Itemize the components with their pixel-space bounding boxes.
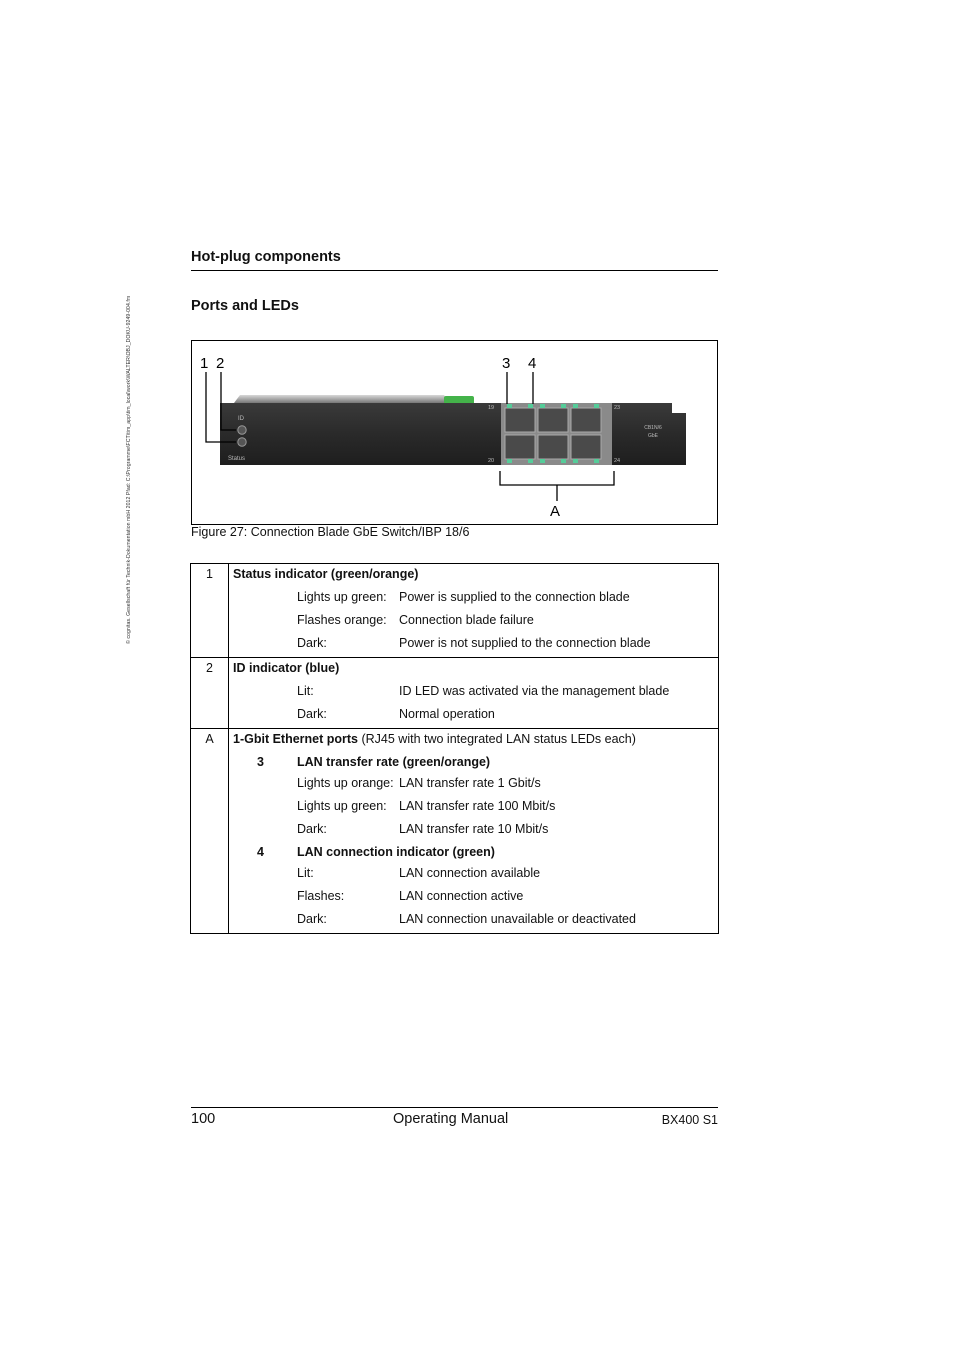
legend-line: Dark: Power is not supplied to the connection blade [297,636,651,650]
legend-num: A [191,729,229,934]
sidebar-text: © cognitas. Gesellschaft für Technik-Dokumentation mbH 2012 Pfad: C:\Programme\FCT\tim_app\tim_local\work\WALTER\OBJ_DOKU-9249-004.fm [126,295,132,644]
legend-table [190,563,719,934]
legend-line: Lights up green: Power is supplied to the connection blade [297,590,630,604]
legend-subtitle: 3 LAN transfer rate (green/orange) [257,755,491,769]
page-number: 100 [191,1111,216,1127]
manual-title: Operating Manual [393,1111,509,1127]
figure-caption: Figure 27: Connection Blade GbE Switch/IBP 18/6 [191,525,470,539]
port-led [528,459,533,463]
section-title: Hot-plug components [191,249,341,265]
callout-3: 3 [502,355,511,372]
device-illustration [192,341,717,524]
sidebar-path-text [122,244,134,644]
blade-body [220,403,686,465]
legend-line: Flashes orange: Connection blade failure [297,613,534,627]
port-led [594,459,599,463]
port-led [507,404,512,408]
port-led [528,404,533,408]
legend-row-2 [191,658,719,729]
legend-line: Dark: LAN transfer rate 10 Mbit/s [297,822,549,836]
status-led [238,438,246,446]
port-led [507,459,512,463]
port-led [561,459,566,463]
top-rail [234,395,450,403]
id-led [238,426,246,434]
legend-line: Dark: LAN connection unavailable or deactivated [297,912,636,926]
legend-line: Lit: ID LED was activated via the management blade [297,684,670,698]
port [505,435,535,459]
legend-subtitle: 4 LAN connection indicator (green) [257,845,495,859]
callout-2: 2 [216,355,225,372]
status-label: Status [228,456,246,462]
port-label-24: 24 [614,458,621,464]
port [505,408,535,432]
model-name: BX400 S1 [661,1113,718,1127]
callout-4: 4 [528,355,537,372]
port-led [573,404,578,408]
model-label-line2: GbE [647,433,659,439]
subsection-title: Ports and LEDs [191,298,299,314]
footer-rule [191,1107,718,1108]
legend-title: ID indicator (blue) [233,661,340,675]
port-led [540,404,545,408]
callout-A: A [550,503,561,520]
id-label: ID [238,416,244,422]
figure-connection-blade [191,340,718,525]
callout-1: 1 [200,355,209,372]
legend-row-A [191,729,719,934]
legend-title: Status indicator (green/orange) [233,567,419,581]
port-label-20: 20 [488,458,495,464]
port [571,435,601,459]
legend-line: Lit: LAN connection available [297,866,541,880]
legend-num: 2 [191,658,229,729]
port [538,408,568,432]
port-led [540,459,545,463]
port [538,435,568,459]
port-led [561,404,566,408]
port-label-19: 19 [488,405,495,411]
port-led [573,459,578,463]
model-label-line1: CB1N/6 [644,425,662,431]
legend-line: Lights up orange: LAN transfer rate 1 Gbit/s [297,776,541,790]
header-rule [191,270,718,271]
legend-row-1 [191,564,719,658]
port-label-23: 23 [614,405,621,411]
port [571,408,601,432]
legend-num: 1 [191,564,229,658]
legend-line: Flashes: LAN connection active [297,889,524,903]
legend-title: 1-Gbit Ethernet ports (RJ45 with two integrated LAN status LEDs each) [233,732,636,746]
legend-line: Lights up green: LAN transfer rate 100 Mbit/s [297,799,556,813]
port-led [594,404,599,408]
legend-line: Dark: Normal operation [297,707,495,721]
